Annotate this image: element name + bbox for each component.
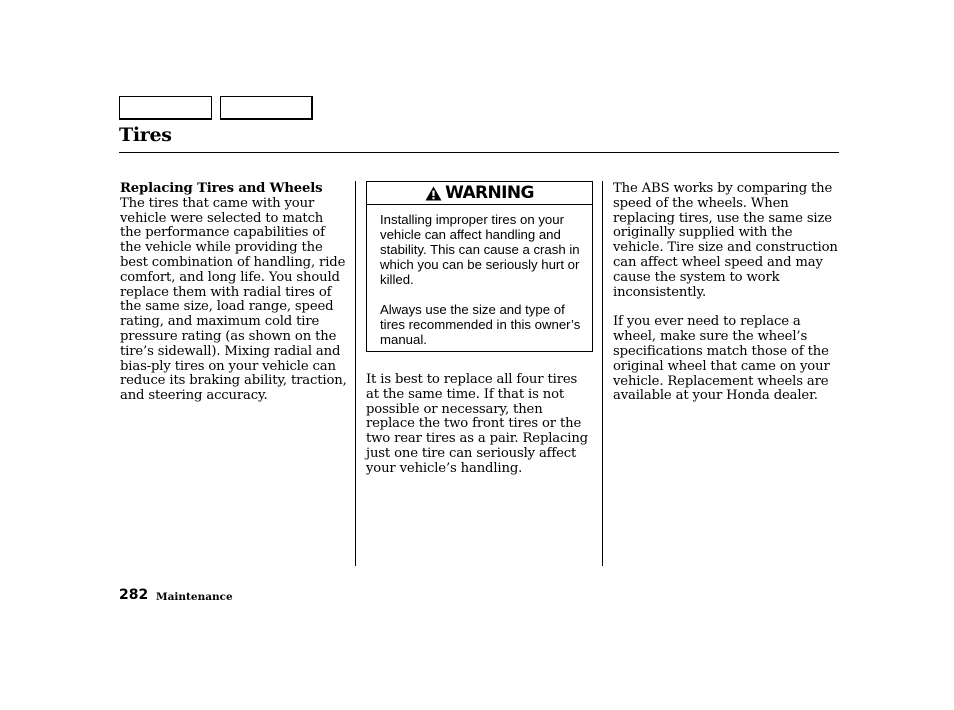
section-heading: Replacing Tires and Wheels <box>120 181 323 196</box>
nav-box-right[interactable] <box>220 96 313 120</box>
left-column-text: The tires that came with your vehicle were selected to match the performance capabilities of the vehicle while providing the best combination of handling, ride comfort, and long life. You should replace them with radial tires of the same size, load range, speed rating, and maximum cold tire pressure rating (as shown on the tire’s sidewall). Mixing radial and bias-ply tires on your vehicle can reduce its braking ability, traction, and steering accuracy. <box>120 195 347 404</box>
title-divider <box>119 152 839 153</box>
warning-label: WARNING <box>445 183 534 203</box>
nav-box-left[interactable] <box>119 96 212 120</box>
column-divider-2 <box>602 181 603 566</box>
middle-column-text: It is best to replace all four tires at the same time. If that is not possible or necessary, then replace the two front tires or the two rear tires as a pair. Replacing just one tire can seriously affect your vehicle’s handling. <box>366 372 588 476</box>
warning-body <box>367 205 592 347</box>
page-number: 282 <box>119 587 149 603</box>
warning-triangle-icon <box>425 186 442 201</box>
warning-box <box>366 181 593 352</box>
warning-text-2: Always use the size and type of tires recommended in this owner’s manual. <box>380 302 581 347</box>
section-label: Maintenance <box>156 591 233 603</box>
warning-header <box>367 182 592 205</box>
column-divider-1 <box>355 181 356 566</box>
middle-column <box>366 373 592 477</box>
right-column-text-2: If you ever need to replace a wheel, make sure the wheel’s specifications match those of the original wheel that came on your vehicle. Replacement wheels are available at your Honda dealer. <box>613 314 830 404</box>
left-column <box>120 182 348 404</box>
right-column-text-1: The ABS works by comparing the speed of the wheels. When replacing tires, use the same size originally supplied with the vehicle. Tire size and construction can affect wheel speed and may cause the system to work inconsistently. <box>613 181 838 300</box>
warning-text-1: Installing improper tires on your vehicle can affect handling and stability. This can cause a crash in which you can be seriously hurt or killed. <box>380 212 580 287</box>
page-title: Tires <box>119 124 172 146</box>
right-column <box>613 182 839 419</box>
